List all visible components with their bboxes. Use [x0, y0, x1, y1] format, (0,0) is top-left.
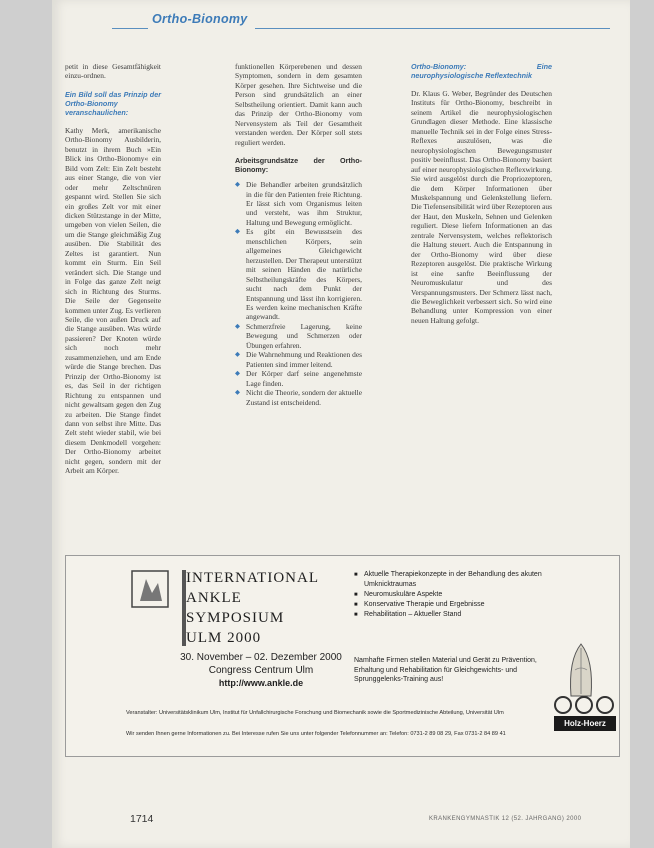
- contact-info: Wir senden Ihnen gerne Informationen zu. Bei Interesse rufen Sie uns unter folgender Telefonnummer an: Telefon: 0731-2 89 08 29, Fax 0731-2 84 89 41: [126, 731, 506, 737]
- brand-name: Holz-Hoerz: [554, 716, 616, 731]
- page-header-title: Ortho-Bionomy: [152, 12, 248, 26]
- title-line: INTERNATIONAL: [186, 570, 319, 586]
- topic-item: ■ Aktuelle Therapiekonzepte in der Behandlung des akuten Umknicktraumas: [354, 570, 544, 590]
- list-item: ◆ Die Behandler arbeiten grundsätzlich in die für den Patienten freie Richtung. Er lässt sich vom Organismus leiten und versteht, was ihm Struktur, Haltung und Bewegung ermöglicht.: [235, 180, 362, 227]
- list-item: ◆ Schmerzfreie Lagerung, keine Bewegung und Schmerzen oder Übungen erfahren.: [235, 322, 362, 350]
- list-item: ◆ Der Körper darf seine angenehmste Lage finden.: [235, 369, 362, 388]
- brand-logo-icon: [549, 694, 619, 716]
- title-line: SYMPOSIUM: [186, 610, 285, 626]
- topic-list: [354, 570, 544, 620]
- symposium-advertisement: [65, 555, 620, 757]
- venue: Congress Centrum Ulm: [208, 665, 314, 676]
- topic-item: ■ Neuromuskuläre Aspekte: [354, 590, 544, 600]
- list-item: ◆ Es gibt ein Bewusstsein des menschlichen Körpers, sein allgemeines Gleichgewicht herzustellen. Der Therapeut unterstützt mit seinen Händen die natürliche Selbstheilungskräfte des Körpers, sucht nach dem Punkt der Entspannung und lässt ihn korrigieren. Es werden keine mechanischen Kräfte angewandt.: [235, 227, 362, 322]
- symposium-url: http://www.ankle.de: [218, 678, 304, 688]
- header-rule-left: [112, 28, 148, 29]
- praying-hands-icon: [551, 640, 611, 700]
- subheading: Arbeitsgrundsätze der Ortho-Bionomy:: [235, 156, 362, 175]
- exhibitor-promo: Namhafte Firmen stellen Material und Gerät zu Prävention, Erhaltung und Rehabilitation für Gleichgewichts- und Sprunggelenks-Training aus!: [354, 657, 537, 683]
- bullet-list: [235, 180, 362, 407]
- page-number: 1714: [130, 813, 154, 825]
- list-item: ◆ Die Wahrnehmung und Reaktionen des Patienten sind immer leitend.: [235, 350, 362, 369]
- organizers: Veranstalter: Universitätsklinikum Ulm, Institut für Unfallchirurgische Forschung und Biomechanik sowie die Sportmedizinische Abteilung, Universität Ulm: [126, 710, 504, 716]
- subheading: Ortho-Bionomy: Eine neurophysiologische Reflextechnik: [411, 62, 552, 80]
- paragraph: Kathy Merk, amerikanische Ortho-Bionomy Ausbilderin, benutzt in ihrem Buch »Ein Blick ins Ortho-Bionomy« ein Bild vom Zelt: Ein Zelt besteht aus einer Stange, die von vier oder mehr Zeltschnüren gespannt wird. Stellen Sie sich ein großes Zelt vor mit einer dicken Stützstange in der Mitte, umgeben von vielen Seilen, die um die Stange gleichmäßig Zug ausüben. Die Stabilität des Zeltes ist garantiert. Nun kommt ein Sturm. Ein Seil verändert sich. Die Stange und in Folge das ganze Zelt neigt sich in Richtung des Sturms. Die Seile der Gegenseite kommen unter Zug. Es verlieren Seile, die von außen Druck auf die Stange ausüben. Was würde passieren? Der Knoten würde sich noch mehr zusammenziehen, und am Ende würde die Stange brechen. Das Prinzip der Ortho-Bionomy ist es, das Seil in der richtigen Richtung zu entspannen und nicht gewaltsam gegen den Zug zu arbeiten. Die Stange findet dann von selbst ihre Mitte. Das Zelt steht wieder stabil, wie bei diesem Denkmodell vorgehen: Der Ortho-Bionomy arbeitet nicht gegen, sondern mit der Arbeit am Körper.: [65, 125, 161, 476]
- header-rule-right: [255, 28, 610, 29]
- journal-reference: KRANKENGYMNASTIK 12 (52. JAHRGANG) 2000: [429, 816, 582, 822]
- symposium-logo-icon: [130, 569, 170, 609]
- column-2: [235, 62, 362, 407]
- paragraph: petit in diese Gesamtfähigkeit einzu-ordnen.: [65, 62, 161, 81]
- column-3: [411, 62, 552, 334]
- paragraph: funktionellen Körperebenen und dessen Symptomen, sondern in dem gesamten Körper gesehen. Ihre Sichtweise und die Person sind grundsätzlich an einer Selbstheilung orientiert. Damit kann auch das Prinzip der Ortho-Bionomy vom Nervensystem als Teil der Gesamtheit verstanden werden. Der Körper soll stets reguliert werden.: [235, 62, 362, 147]
- title-line: ULM 2000: [186, 630, 262, 646]
- subheading: Ein Bild soll das Prinzip der Ortho-Bionomy veranschaulichen:: [65, 89, 161, 117]
- symposium-title: [186, 568, 319, 648]
- topic-item: ■ Rehabilitation – Aktueller Stand: [354, 610, 544, 620]
- title-line: ANKLE: [186, 590, 242, 606]
- column-1: [65, 62, 161, 485]
- dates: 30. November – 02. Dezember 2000: [180, 652, 342, 663]
- topic-item: ■ Konservative Therapie und Ergebnisse: [354, 600, 544, 610]
- paragraph: Dr. Klaus G. Weber, Begründer des Deutschen Instituts für Ortho-Bionomy, beschreibt in seinem Artikel die neurophysiologischen Grundlagen dieser Methode. Eine klassische manuelle Technik sei in der Folge eines Stress-Reflexes auszulösen, was die neurophysiologischen Bewegungsmuster positiv beeinflusst. Das Ortho-Bionomy basiert auf einer neurophysiologischen Reflexwirkung. Sie wird ausgelöst durch die Propriozeptoren, die dem Körper Informationen über Muskelspannung und Gelenkstellung liefern. Die Tiefensensibilität wird über Rezeptoren aus der Haut, den Muskeln, Sehnen und Gelenken reguliert. Diese liefern Informationen an das zentrale Nervensystem, welches reflektorisch die Haltung steuert. Auch die Entspannung in der Ortho-Bionomy wird über diese Rezeptoren ausgelöst. Die praktische Wirkung ist eine sanfte Beeinflussung der Neuromuskulatur und des Verspannungsmusters. Der Schmerz lässt nach, die Beweglichkeit verbessert sich. So wird eine Behandlung unter Kompression von einer neuen Haltung gefolgt.: [411, 89, 553, 325]
- list-item: ◆ Nicht die Theorie, sondern der aktuelle Zustand ist entscheidend.: [235, 388, 362, 407]
